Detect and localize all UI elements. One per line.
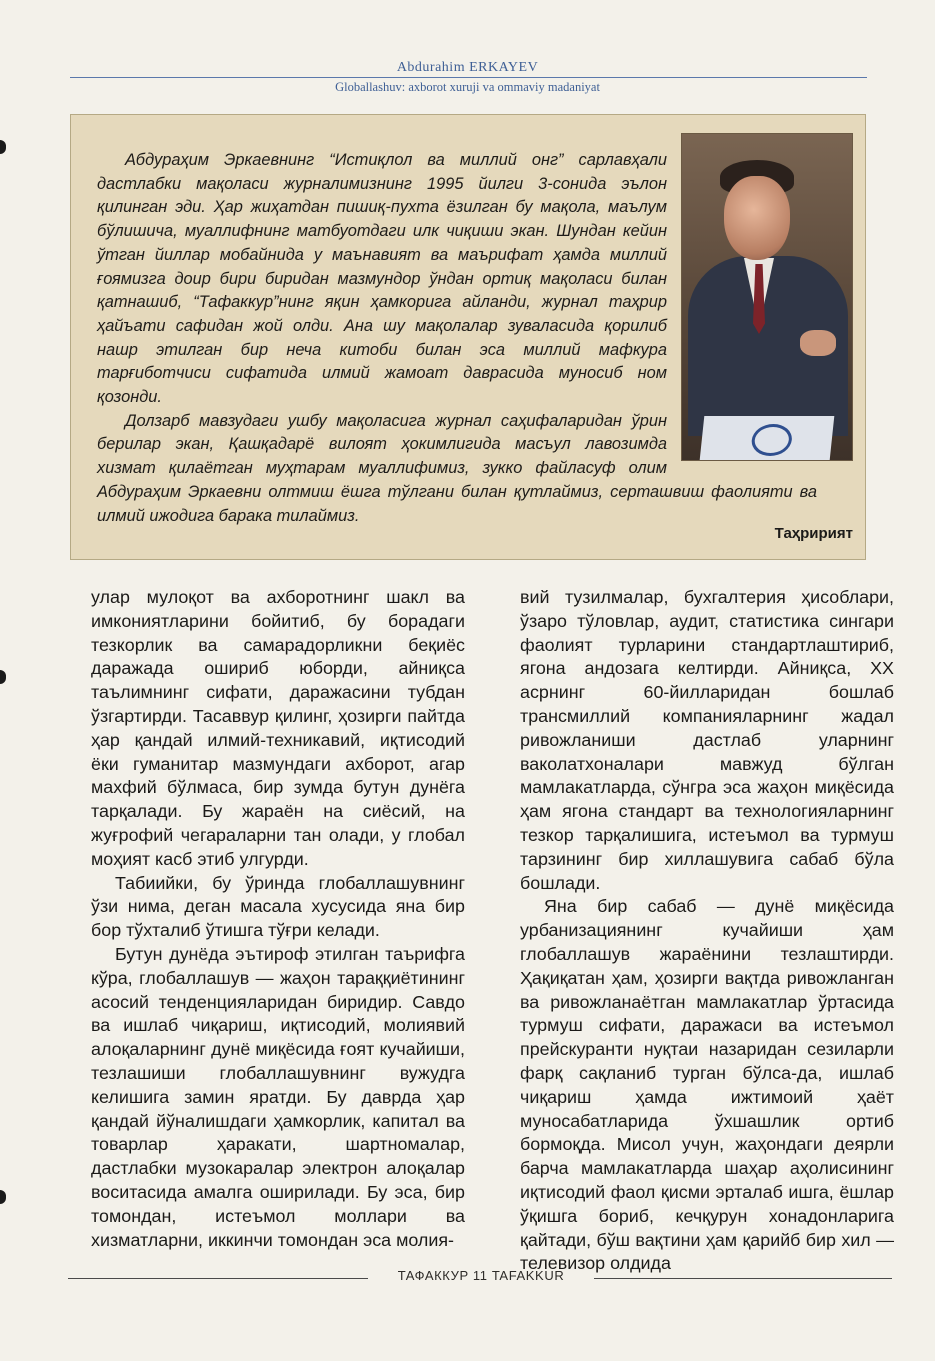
editorial-intro-box xyxy=(70,114,866,560)
body-paragraph: Бутун дунёда эътироф этилган таърифга кўра, глобаллашув — жаҳон тараққиётининг асосий тенденцияларидан биридир. Савдо ва ишлаб чиқариш, иқтисодий, молиявий алоқаларнинг дунё миқёсида ғоят кучайиши, тезлашиши глобаллашувнинг вужудга келишига замин яратди. Бу даврда ҳар қандай йўналишдаги ҳамкорлик, капитал ва товарлар ҳаракати, шартномалар, дастлабки музокаралар электрон алоқалар воситасида амалга оширилади. Бу эса, бир томондан, истеъмол моллари ва хизматларни, иккинчи томондан эса молия- xyxy=(91,943,465,1250)
editorial-intro-text xyxy=(97,149,817,528)
binder-hole-icon xyxy=(0,140,6,154)
intro-paragraph-2: Долзарб мавзудаги ушбу мақоласига журнал саҳифаларидан ўрин берилар экан, Қашқадарё вилоят ҳокимлигида масъул лавозимда хизмат қилаётган муҳтарам муаллифимиз, зукко файласуф олим Абдураҳим Эркаевни олтмиш ёшга тўлгани билан қутлаймиз, серташвиш фаолияти ва илмий ижодига барака тилаймиз. xyxy=(97,411,817,525)
article-column-right xyxy=(520,586,894,1276)
intro-paragraph-1: Абдураҳим Эркаевнинг “Истиқлол ва миллий онг” сарлавҳали дастлабки мақоласи журналимизнинг 1995 йилги 3-сонида эълон қилинган эди. Ҳар жиҳатдан пишиқ-пухта ёзилган бу мақола, маълум бўлишича, муаллифнинг матбуотдаги илк чиқиши экан. Шундан кейин ўтган йиллар мобайнида у маънавият ва маърифат ҳамда миллий ғоямизга доир бири биридан мазмундор ўндан ортиқ мақоласи билан қатнашиб, “Тафаккур”нинг яқин ҳамкорига айланди, журнал таҳрир ҳайъати сафидан жой олди. Ана шу мақолалар зуваласида қорилиб нашр этилган бир неча китоби билан эса миллий мафкура тарғиботчиси сифатида илмий жамоат даврасида муносиб ном қозонди. xyxy=(97,151,667,407)
body-paragraph: Яна бир сабаб — дунё миқёсида урбанизациянинг кучайиши ҳам глобаллашув жараёнини тезлаштирди. Ҳақиқатан ҳам, ҳозирги вақтда ривожланган ва ривожланаётган мамлакатлар ўртасида турмуш сифати, даражаси ва истеъмол прейскуранти нуқтаи назаридан сезиларли фарқ сақланиб турган бўлса-да, ишлаб чиқариш ҳамда ижтимоий ҳаёт муносабатларида ўхшашлик ортиб бормоқда. Мисол учун, жаҳондаги деярли барча мамлакатларда шаҳар аҳолисининг иқтисодий фаол қисми эрталаб ишга, ёшлар ўқишга бориб, кечқурун хонадонларига қайтади, бўш вақтини ҳам қарийб бир хил — телевизор олдида xyxy=(520,896,894,1274)
footer-rule-right xyxy=(594,1278,892,1279)
running-header-author: Abdurahim ERKAYEV xyxy=(396,60,539,75)
running-header-subtitle: Globallashuv: axborot xuruji va ommaviy madaniyat xyxy=(335,80,600,94)
footer-rule-left xyxy=(68,1278,368,1279)
page-footer: ТАФАККУР 11 TAFAKKUR xyxy=(397,1268,565,1283)
body-paragraph: Табиийки, бу ўринда глобаллашувнинг ўзи нима, деган масала хусусида яна бир бор тўхталиб ўтишга тўғри келади. xyxy=(91,872,465,941)
body-paragraph: улар мулоқот ва ахборотнинг шакл ва имкониятларини бойитиб, бу борадаги тезкорлик ва самарадорликни беқиёс даражада ошириб юборди, айниқса таълимнинг сифати, даражасини тубдан ўзгартирди. Тасаввур қилинг, ҳозирги пайтда ҳар қандай илмий-техникавий, иқтисодий ёки гуманитар мазмундаги ахборот, агар махфий бўлмаса, бир зумда бутун дунёга тарқалади. Бу жараён на сиёсий, на жуғрофий чегараларни тан олади, у глобал моҳият касб этиб улгурди. xyxy=(91,587,465,869)
body-paragraph: вий тузилмалар, бухгалтерия ҳисоблари, ўзаро тўловлар, аудит, статистика сингари фаолият турларини стандартлаштириб, ягона андозага келтирди. Айниқса, XX асрнинг 60-йилларидан бошлаб трансмиллий компанияларнинг жадал ривожланиши дастлаб уларнинг ваколатхоналари мавжуд бўлган мамлакатларда, сўнгра эса жаҳон миқёсида ҳам ягона стандарт ва технологияларнинг тезкор тарқалишига, истеъмол ва турмуш тарзининг бир хиллашувига сабаб бўла бошлади. xyxy=(520,587,894,893)
editorial-signature: Таҳририят xyxy=(774,525,853,542)
header-rule xyxy=(70,77,867,78)
binder-hole-icon xyxy=(0,1190,6,1204)
article-column-left xyxy=(91,586,465,1252)
author-photo-icon xyxy=(681,133,853,461)
binder-hole-icon xyxy=(0,670,6,684)
